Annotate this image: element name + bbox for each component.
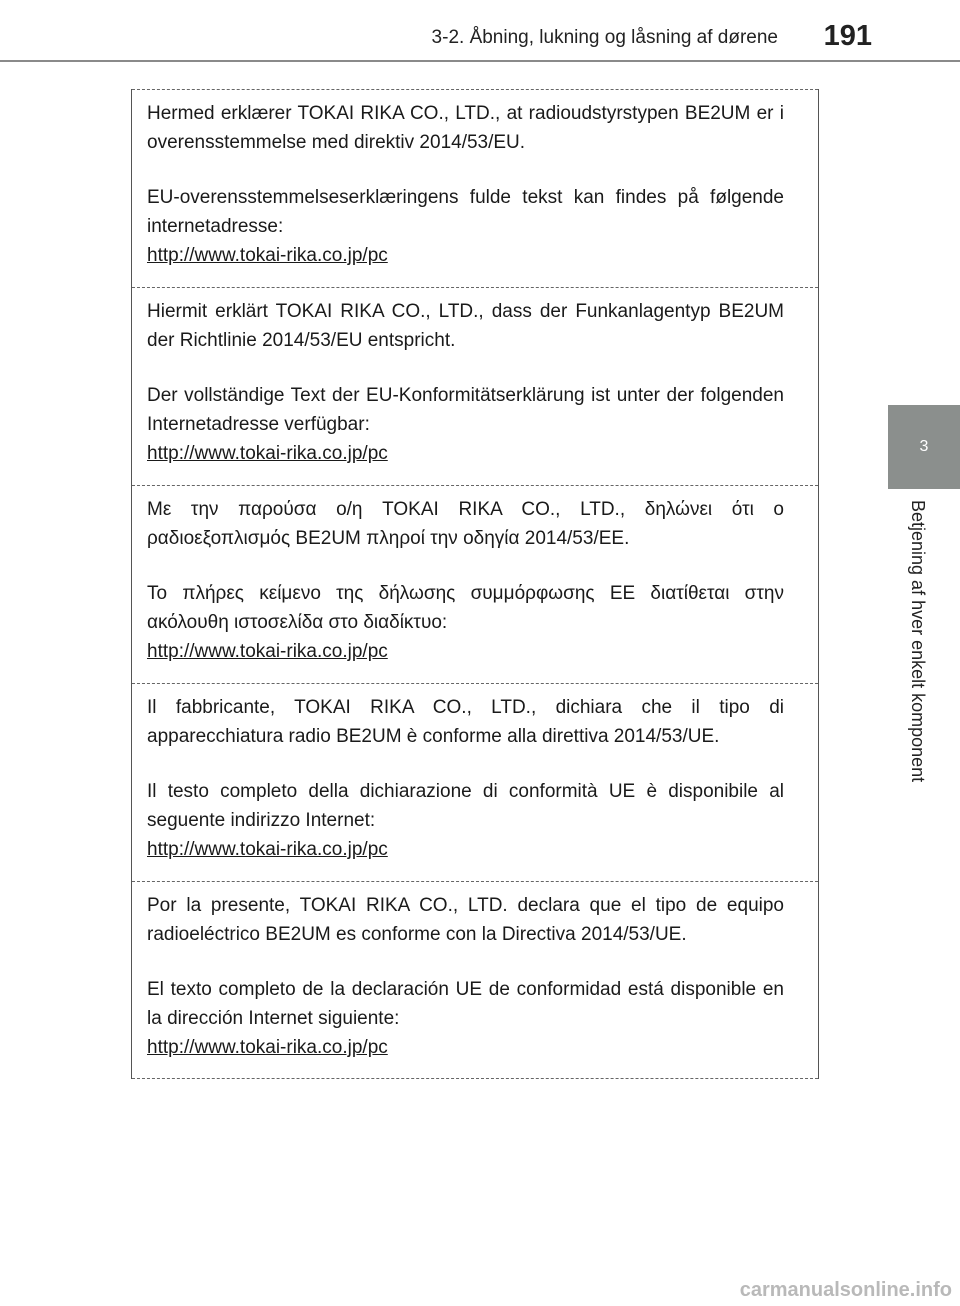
declaration-german [132, 287, 818, 485]
declaration-link[interactable]: http://www.tokai-rika.co.jp/pc [147, 443, 388, 464]
page-header [0, 0, 960, 62]
header-divider [0, 60, 960, 62]
declaration-link[interactable]: http://www.tokai-rika.co.jp/pc [147, 839, 388, 860]
declaration-availability: EU-overensstemmelseserklæringens fulde tekst kan findes på følgende internetadresse: [147, 187, 784, 237]
declaration-greek [132, 485, 818, 683]
declaration-statement: Hermed erklærer TOKAI RIKA CO., LTD., at radioudstyrstypen BE2UM er i overensstemmelse med direktiv 2014/53/EU. [147, 103, 784, 153]
declaration-link[interactable]: http://www.tokai-rika.co.jp/pc [147, 245, 388, 266]
declaration-link[interactable]: http://www.tokai-rika.co.jp/pc [147, 1037, 388, 1058]
declaration-spanish [132, 881, 818, 1079]
declaration-statement: Με την παρούσα ο/η TOKAI RIKA CO., LTD., δηλώνει ότι ο ραδιοεξοπλισμός BE2UM πληροί την οδηγία 2014/53/ΕΕ. [147, 499, 784, 549]
declaration-availability: Il testo completo della dichiarazione di conformità UE è disponibile al seguente indirizzo Internet: [147, 781, 784, 831]
declaration-availability: Το πλήρες κείμενο της δήλωσης συμμόρφωσης ΕΕ διατίθεται στην ακόλουθη ιστοσελίδα στο διαδίκτυο: [147, 583, 784, 633]
declaration-statement: Hiermit erklärt TOKAI RIKA CO., LTD., dass der Funkanlagentyp BE2UM der Richtlinie 2014/53/EU entspricht. [147, 301, 784, 351]
declaration-italian [132, 683, 818, 881]
chapter-title-vertical: Betjening af hver enkelt komponent [908, 500, 928, 783]
section-title: 3-2. Åbning, lukning og låsning af dørene [431, 27, 778, 48]
declaration-availability: El texto completo de la declaración UE de conformidad está disponible en la dirección Internet siguiente: [147, 979, 784, 1029]
declaration-availability: Der vollständige Text der EU-Konformitätserklärung ist unter der folgenden Internetadresse verfügbar: [147, 385, 784, 435]
declaration-statement: Por la presente, TOKAI RIKA CO., LTD. declara que el tipo de equipo radioeléctrico BE2UM es conforme con la Directiva 2014/53/UE. [147, 895, 784, 945]
declaration-statement: Il fabbricante, TOKAI RIKA CO., LTD., dichiara che il tipo di apparecchiatura radio BE2UM è conforme alla direttiva 2014/53/UE. [147, 697, 784, 747]
declaration-link[interactable]: http://www.tokai-rika.co.jp/pc [147, 641, 388, 662]
declaration-box [131, 89, 819, 1079]
watermark-text: carmanualsonline.info [739, 1279, 952, 1301]
declaration-danish [132, 89, 818, 287]
chapter-tab: 3 [888, 405, 960, 489]
page-number: 191 [823, 20, 872, 52]
